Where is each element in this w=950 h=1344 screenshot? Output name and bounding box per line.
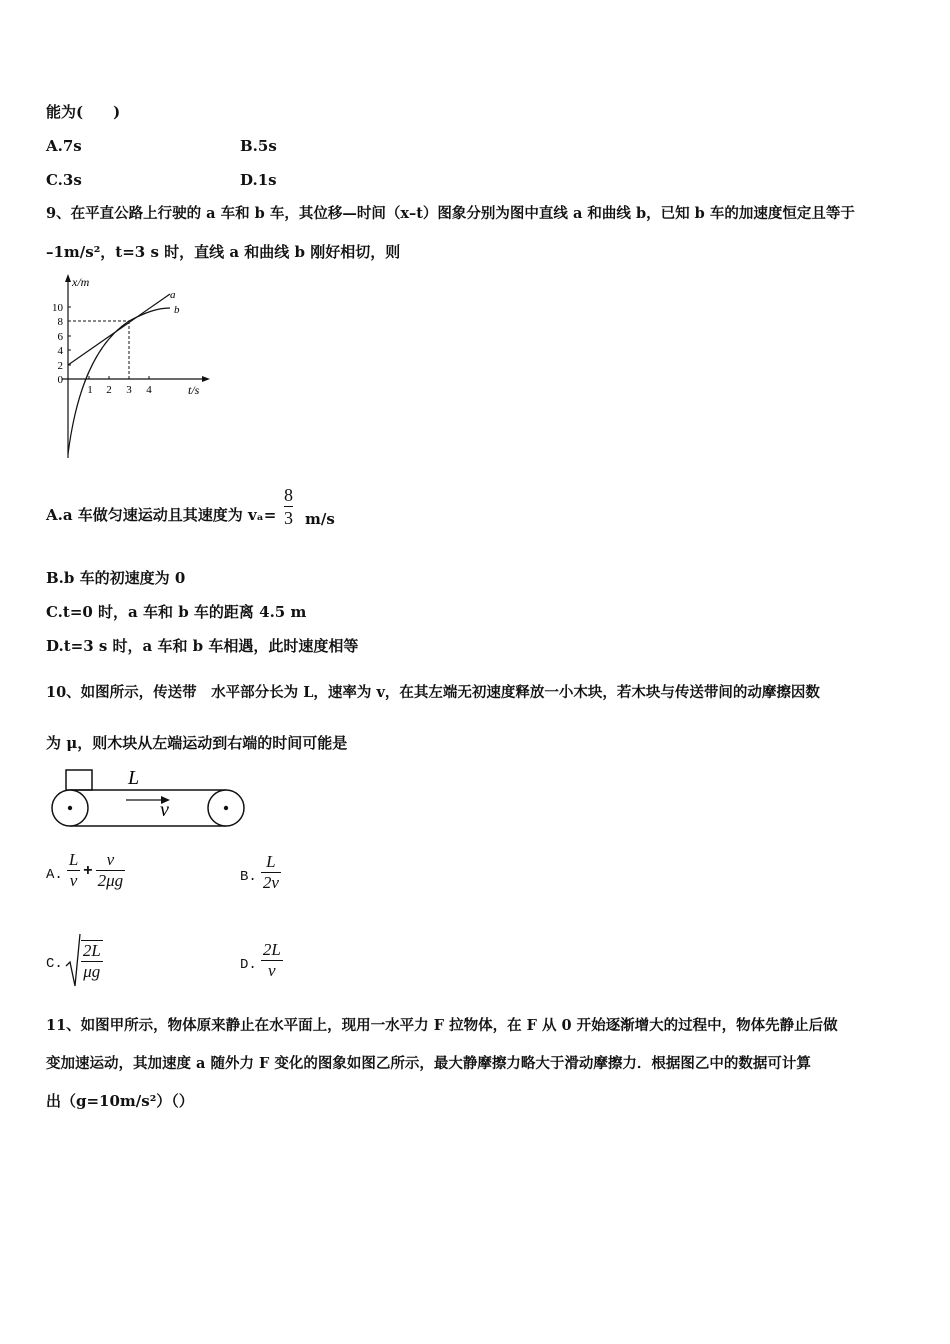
fraction-numerator: 2L (82, 941, 101, 960)
wood-block (66, 770, 92, 790)
fraction-denominator: μg (81, 961, 103, 982)
fraction-denominator: v (261, 960, 283, 981)
q9-option-d: D.t=3 s 时，a 车和 b 车相遇，此时速度相等 (46, 637, 359, 655)
q10-option-d (240, 940, 283, 981)
q10-option-b (240, 852, 281, 893)
x-tick-label: 2 (106, 384, 112, 396)
label-b: b (174, 304, 180, 316)
q9-stem-line2: –1m/s²，t=3 s 时，直线 a 和曲线 b 刚好相切，则 (46, 243, 401, 261)
q8-option-d: D.1s (240, 171, 277, 189)
q9-option-a (46, 505, 276, 525)
y-tick-label: 0 (57, 374, 63, 386)
x-tick-label: 4 (146, 384, 152, 396)
q11-stem-line3: 出（g=10m/s²）（） (46, 1092, 194, 1110)
y-tick-label: 6 (57, 331, 63, 343)
fraction-numerator: 8 (284, 485, 293, 505)
fraction-l-over-v (67, 850, 80, 891)
fraction-numerator: L (266, 852, 276, 871)
option-letter: C. (46, 956, 63, 972)
q9-option-c: C.t=0 时，a 车和 b 车的距离 4.5 m (46, 603, 307, 621)
y-tick-label: 4 (57, 345, 63, 357)
fraction-2l-over-mug (81, 940, 103, 982)
q8-option-c: C.3s (46, 171, 82, 189)
speed-label: v (160, 799, 169, 821)
x-tick-label: 1 (87, 384, 93, 396)
option-letter: D. (240, 956, 257, 973)
option-letter: A. (46, 866, 63, 883)
option-letter: B. (240, 868, 257, 885)
y-tick-label: 10 (52, 302, 63, 314)
x-tick-label: 3 (126, 384, 132, 396)
q9-stem-line1: 9、在平直公路上行驶的 a 车和 b 车，其位移—时间（x–t）图象分别为图中直线 a 和曲线 b，已知 b 车的加速度恒定且等于 (46, 205, 855, 222)
q10-option-c (46, 932, 103, 988)
q10-stem-line1: 10、如图所示，传送带 水平部分长为 L，速率为 v，在其左端无初速度释放一小木块，若木块与传送带间的动摩擦因数 (46, 684, 820, 701)
fraction-numerator: v (106, 850, 115, 869)
fraction-numerator: L (68, 850, 79, 869)
fraction-v-over-2mug (96, 850, 126, 891)
fraction-denominator: v (67, 870, 80, 891)
fraction-l-over-2v (261, 852, 281, 893)
fraction-denominator: 2v (262, 873, 279, 892)
q9-option-a-unit: m/s (305, 510, 335, 528)
conveyor-belt-figure (46, 764, 250, 832)
fraction-denominator: 2μg (97, 871, 124, 890)
line-a (68, 294, 170, 365)
fraction-denominator: 3 (284, 508, 293, 528)
q8-option-b: B.5s (240, 137, 277, 155)
label-a: a (170, 289, 176, 301)
q8-option-a: A.7s (46, 137, 82, 155)
q10-option-a (46, 850, 125, 891)
q9-option-a-prefix: A.a 车做匀速运动且其速度为 vₐ= (46, 506, 277, 524)
y-tick-label: 8 (57, 316, 63, 328)
q9-xt-graph (46, 272, 216, 460)
plus-sign: + (83, 861, 93, 879)
q10-stem-line2: 为 μ，则木块从左端运动到右端的时间可能是 (46, 734, 348, 752)
x-axis-label: t/s (188, 383, 200, 397)
sqrt-sign-icon (65, 932, 81, 988)
q11-stem-line2: 变加速运动，其加速度 a 随外力 F 变化的图象如图乙所示，最大静摩擦力略大于滑动摩擦力．根据图乙中的数据可计算 (46, 1055, 811, 1072)
length-label: L (128, 767, 140, 789)
q8-stem-end: 能为( ) (46, 103, 121, 121)
y-axis-label: x/m (72, 275, 90, 289)
q11-stem-line1: 11、如图甲所示，物体原来静止在水平面上，现用一水平力 F 拉物体，在 F 从 0 开始逐渐增大的过程中，物体先静止后做 (46, 1017, 838, 1034)
q9-option-a-fraction (284, 484, 293, 529)
q9-option-b: B.b 车的初速度为 0 (46, 569, 186, 587)
fraction-numerator: 2L (262, 940, 281, 959)
fraction-2l-over-v (261, 940, 283, 981)
y-tick-label: 2 (57, 360, 63, 372)
